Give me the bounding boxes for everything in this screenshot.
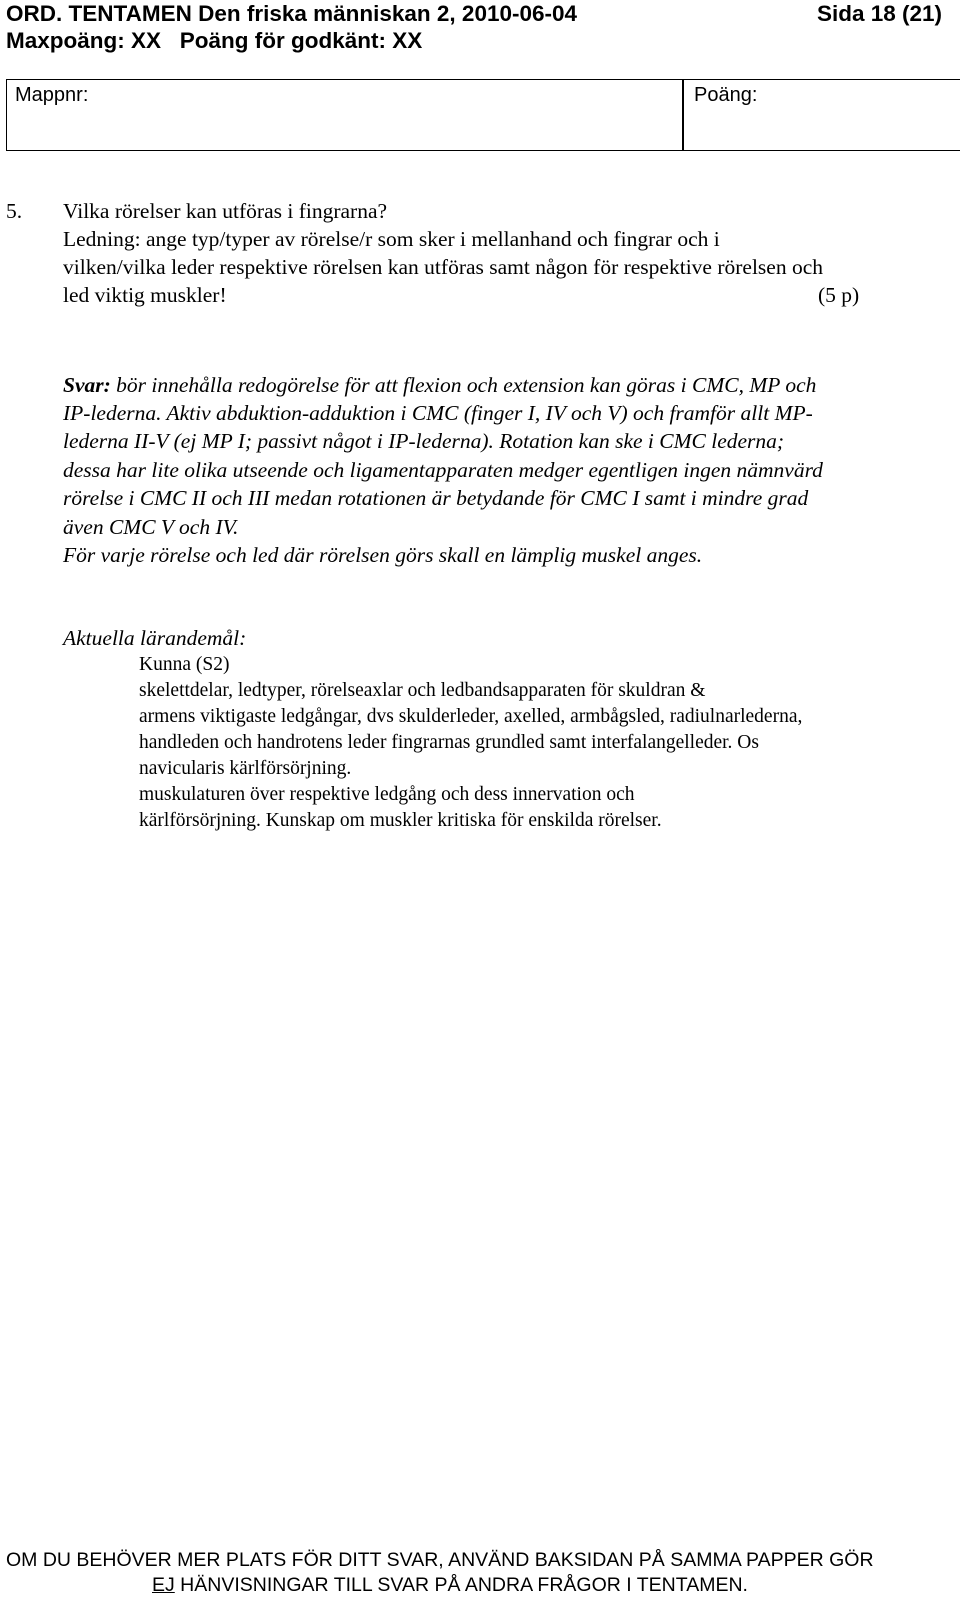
objective-line: muskulaturen över respektive ledgång och dess innervation och xyxy=(139,784,635,805)
footer-line: OM DU BEHÖVER MER PLATS FÖR DITT SVAR, ANVÄND BAKSIDAN PÅ SAMMA PAPPER GÖR xyxy=(6,1549,874,1571)
answer-line: Svar: bör innehålla redogörelse för att flexion och extension kan göras i CMC, MP och xyxy=(63,373,817,397)
question-hint-line: vilken/vilka leder respektive rörelsen kan utföras samt någon för respektive rörelsen och xyxy=(63,255,823,279)
objective-line: kärlförsörjning. Kunskap om muskler kritiska för enskilda rörelser. xyxy=(139,810,662,831)
question-hint-line: Ledning: ange typ/typer av rörelse/r som sker i mellanhand och fingrar och i xyxy=(63,227,720,251)
grading-box xyxy=(6,79,960,151)
max-points: Maxpoäng: XX xyxy=(6,28,162,53)
question-number: 5. xyxy=(6,199,23,223)
answer-line: För varje rörelse och led där rörelsen görs skall en lämplig muskel anges. xyxy=(63,543,703,567)
answer-line: lederna II-V (ej MP I; passivt något i IP-lederna). Rotation kan ske i CMC lederna; xyxy=(63,429,785,453)
objectives-heading: Aktuella lärandemål: xyxy=(63,626,247,650)
footer-emphasis: EJ xyxy=(152,1574,175,1596)
pass-points: Poäng för godkänt: XX xyxy=(179,28,423,53)
objective-line: armens viktigaste ledgångar, dvs skulderleder, axelled, armbågsled, radiulnarlederna, xyxy=(139,706,803,727)
objective-line: skelettdelar, ledtyper, rörelseaxlar och ledbandsapparaten för skuldran & xyxy=(139,680,706,701)
objective-line: Kunna (S2) xyxy=(139,654,230,675)
answer-line: IP-lederna. Aktiv abduktion-adduktion i CMC (finger I, IV och V) och framför allt MP- xyxy=(63,401,813,425)
answer-line: även CMC V och IV. xyxy=(63,515,239,539)
exam-title: ORD. TENTAMEN Den friska människan 2, 2010-06-04 xyxy=(6,1,578,26)
objective-line: navicularis kärlförsörjning. xyxy=(139,758,352,779)
footer-line: EJ HÄNVISNINGAR TILL SVAR PÅ ANDRA FRÅGOR I TENTAMEN. xyxy=(152,1574,748,1596)
answer-line: rörelse i CMC II och III medan rotationen är betydande för CMC I samt i mindre grad xyxy=(63,486,809,510)
points-info xyxy=(6,28,422,54)
answer-line: dessa har lite olika utseende och ligamentapparaten medger egentligen ingen nämnvärd xyxy=(63,458,823,482)
box-divider xyxy=(682,80,684,150)
answer-label: Svar: xyxy=(63,373,111,397)
question-points: (5 p) xyxy=(818,283,860,307)
objective-line: handleden och handrotens leder fingrarnas grundled samt interfalangelleder. Os xyxy=(139,732,759,753)
folder-number-label: Mappnr: xyxy=(15,84,89,106)
question-text: Vilka rörelser kan utföras i fingrarna? xyxy=(63,199,388,223)
page-number: Sida 18 (21) xyxy=(816,1,942,26)
question-hint-line: led viktig muskler! xyxy=(63,283,227,307)
points-label: Poäng: xyxy=(694,84,758,106)
